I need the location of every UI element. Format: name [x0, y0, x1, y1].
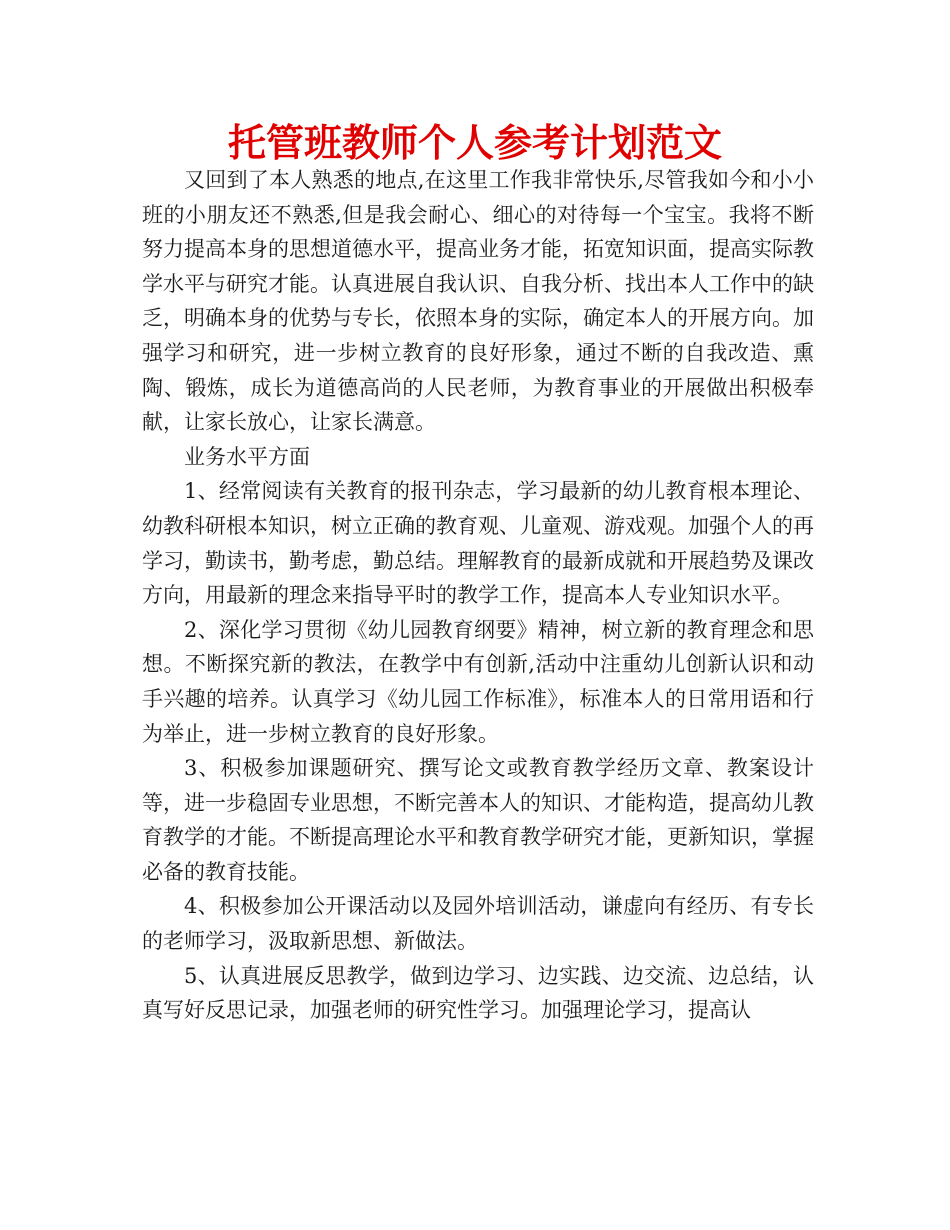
document-body — [142, 163, 814, 1028]
paragraph-intro: 又回到了本人熟悉的地点,在这里工作我非常快乐,尽管我如今和小小班的小朋友还不熟悉,但是我会耐心、细心的对待每一个宝宝。我将不断努力提高本身的思想道德水平，提高业务才能，拓宽知识面，提高实际教学水平与研究才能。认真进展自我认识、自我分析、找出本人工作中的缺乏，明确本身的优势与专长，依照本身的实际，确定本人的开展方向。加强学习和研究，进一步树立教育的良好形象，通过不断的自我改造、熏陶、锻炼，成长为道德高尚的人民老师，为教育事业的开展做出积极奉献，让家长放心，让家长满意。 — [142, 168, 814, 435]
paragraph-item-2: 2、深化学习贯彻《幼儿园教育纲要》精神，树立新的教育理念和思想。不断探究新的教法，在教学中有创新,活动中注重幼儿创新认识和动手兴趣的培养。认真学习《幼儿园工作标准》，标准本人的日常用语和行为举止，进一步树立教育的良好形象。 — [142, 617, 814, 746]
section-heading-business-level: 业务水平方面 — [184, 444, 310, 469]
paragraph-item-5: 5、认真进展反思教学，做到边学习、边实践、边交流、边总结，认真写好反思记录，加强老师的研究性学习。加强理论学习，提高认 — [142, 963, 814, 1023]
paragraph-item-3: 3、积极参加课题研究、撰写论文或教育教学经历文章、教案设计等，进一步稳固专业思想，不断完善本人的知识、才能构造，提高幼儿教育教学的才能。不断提高理论水平和教育教学研究才能，更新知识，掌握必备的教育技能。 — [142, 756, 814, 884]
document-title: 托管班教师个人参考计划范文 — [227, 121, 722, 165]
paragraph-item-1: 1、经常阅读有关教育的报刊杂志，学习最新的幼儿教育根本理论、幼教科研根本知识，树立正确的教育观、儿童观、游戏观。加强个人的再学习，勤读书，勤考虑，勤总结。理解教育的最新成就和开展趋势及课改方向，用最新的理念来指导平时的教学工作，提高本人专业知识水平。 — [142, 479, 814, 608]
paragraph-item-4: 4、积极参加公开课活动以及园外培训活动，谦虚向有经历、有专长的老师学习，汲取新思想、新做法。 — [142, 894, 814, 954]
